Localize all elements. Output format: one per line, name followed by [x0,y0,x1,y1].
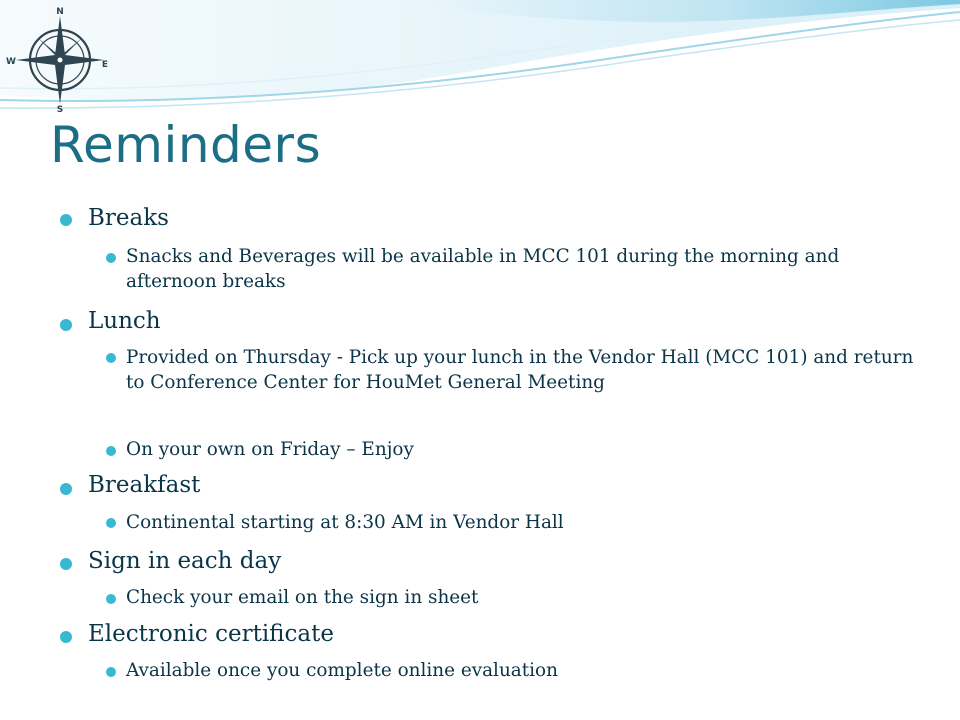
sub-bullet-icon [106,518,116,528]
sub-bullet-icon [106,667,116,677]
breakfast-item-1: Continental starting at 8:30 AM in Vendor Hall [126,512,564,533]
bullet-icon [60,631,72,643]
section-heading-lunch: Lunch [88,308,161,334]
sub-bullet-icon [106,253,116,263]
section-heading-sign-in: Sign in each day [88,548,282,574]
bullet-icon [60,483,72,495]
section-heading-breaks: Breaks [88,205,169,231]
bullet-icon [60,319,72,331]
section-heading-certificate: Electronic certificate [88,621,334,647]
sub-bullet-icon [106,353,116,363]
lunch-item-2: On your own on Friday – Enjoy [126,439,414,460]
breaks-item-1: Snacks and Beverages will be available in MCC 101 during the morning and afternoon breaks [126,246,840,293]
page-title: Reminders [50,116,322,174]
compass-n-label: N [56,7,64,17]
section-heading-breakfast: Breakfast [88,472,201,498]
compass-s-label: S [56,105,64,112]
bullet-icon [60,558,72,570]
certificate-item-1: Available once you complete online evaluation [126,660,558,681]
lunch-item-1: Provided on Thursday - Pick up your lunch in the Vendor Hall (MCC 101) and return to Conference Center for HouMet General Meeting [126,347,914,394]
bullet-icon [60,214,72,226]
compass-e-label: E [101,60,108,70]
sign-in-item-1: Check your email on the sign in sheet [126,587,479,608]
sub-bullet-icon [106,594,116,604]
header-wave-decoration [0,0,960,130]
compass-w-label: W [6,57,16,67]
compass-rose-icon [6,4,108,112]
sub-bullet-icon [106,446,116,456]
